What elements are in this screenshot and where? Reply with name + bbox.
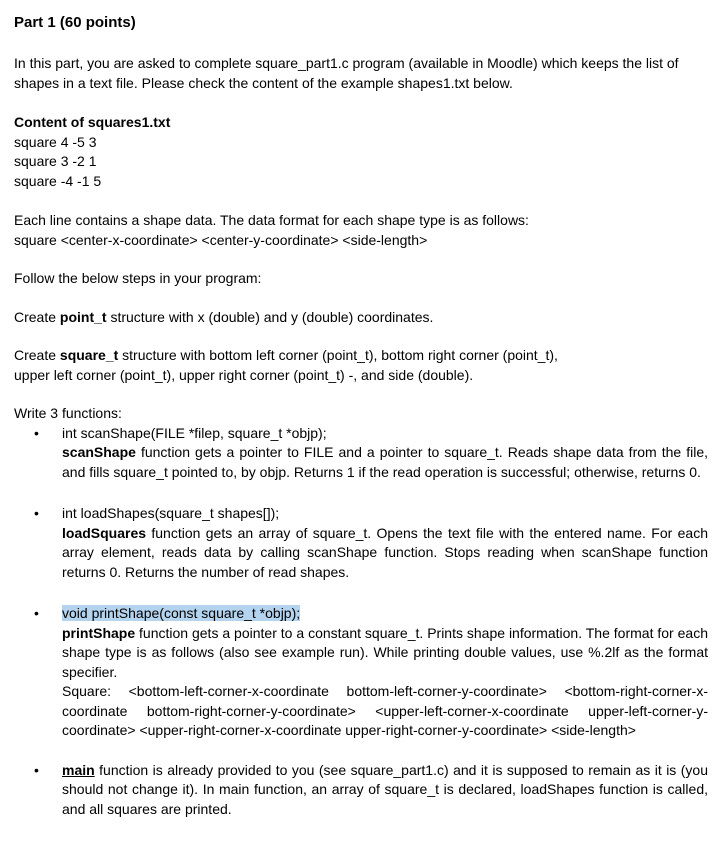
file-line: square -4 -1 5 <box>14 172 102 189</box>
list-item <box>14 424 708 483</box>
list-item <box>14 761 708 820</box>
file-line: square 4 -5 3 <box>14 133 97 150</box>
function-signature: int scanShape(FILE *filep, square_t *objp); <box>62 424 327 441</box>
function-description <box>62 524 708 583</box>
square-struct-name: square_t <box>59 347 119 363</box>
function-name: scanShape <box>62 444 136 460</box>
bullet-icon: • <box>34 605 39 621</box>
square-post: structure with bottom left corner (point_t), bottom right corner (point_t), <box>118 347 558 363</box>
main-note-text: function is already provided to you (see square_part1.c) and it is supposed to remain as it is (you should not change it). In main function, an array of square_t is declared, loadShapes function is called, and all squares are printed. <box>62 761 708 817</box>
function-name: printShape <box>62 624 136 641</box>
file-content-title: Content of squares1.txt <box>14 114 171 130</box>
square-pre: Create <box>14 347 60 363</box>
format-spec: square <center-x-coordinate> <center-y-coordinate> <side-length> <box>14 231 428 248</box>
main-note <box>62 761 708 820</box>
square-line-1 <box>14 346 708 366</box>
function-desc-text: function gets a pointer to FILE and a pointer to square_t. Reads shape data from the file, and fills square_t pointed to, by objp. Returns 1 if the read operation is successful; otherwise, returns 0. <box>62 444 708 480</box>
point-struct-step <box>14 308 708 328</box>
point-post: structure with x (double) and y (double) coordinates. <box>106 308 434 325</box>
functions-list <box>14 424 708 820</box>
print-format-spec: Square: <bottom-left-corner-x-coordinate bottom-left-corner-y-coordinate> <bottom-right-corner-x-coordinate bottom-right-corner-y-coordinate> <upper-left-corner-x-coordinate upper-left-corner-y-coordinate> <upper-right-corner-x-coordinate upper-right-corner-y-coordinate> <side-length> <box>62 683 708 738</box>
function-signature <box>62 604 708 624</box>
functions-intro: Write 3 functions: <box>14 405 122 421</box>
square-line-2: upper left corner (point_t), upper right corner (point_t) -, and side (double). <box>14 366 474 383</box>
function-name: loadSquares <box>62 524 147 541</box>
function-signature: int loadShapes(square_t shapes[]); <box>62 505 280 521</box>
steps-intro: Follow the below steps in your program: <box>14 270 262 286</box>
point-struct-name: point_t <box>59 308 107 325</box>
file-line: square 3 -2 1 <box>14 153 97 169</box>
bullet-icon: • <box>34 424 39 441</box>
file-content-block <box>14 113 708 191</box>
function-desc-text: function gets a pointer to a constant square_t. Prints shape information. The format for each shape type is as follows (also see example run). While printing double values, use %.2lf as the format specifier. <box>62 624 708 680</box>
square-struct-step <box>14 346 708 385</box>
function-desc-text: function gets an array of square_t. Opens the text file with the entered name. For each array element, reads data by calling scanShape function. Stops reading when scanShape function returns 0. Returns the number of read shapes. <box>62 524 708 580</box>
format-line: Each line contains a shape data. The data format for each shape type is as follows: <box>14 212 529 228</box>
intro-paragraph: In this part, you are asked to complete square_part1.c program (available in Moodle) which keeps the list of shapes in a text file. Please check the content of the example shapes1.txt below. <box>14 55 679 91</box>
list-item <box>14 604 708 741</box>
list-item <box>14 504 708 582</box>
bullet-icon: • <box>34 761 39 778</box>
format-block <box>14 211 708 250</box>
point-pre: Create <box>14 308 60 325</box>
selected-signature[interactable]: void printShape(const square_t *objp); <box>62 605 301 621</box>
section-heading: Part 1 (60 points) <box>14 14 136 31</box>
main-function-name: main <box>62 761 95 778</box>
bullet-icon: • <box>34 505 39 521</box>
function-description <box>62 443 708 482</box>
function-description <box>62 624 708 683</box>
